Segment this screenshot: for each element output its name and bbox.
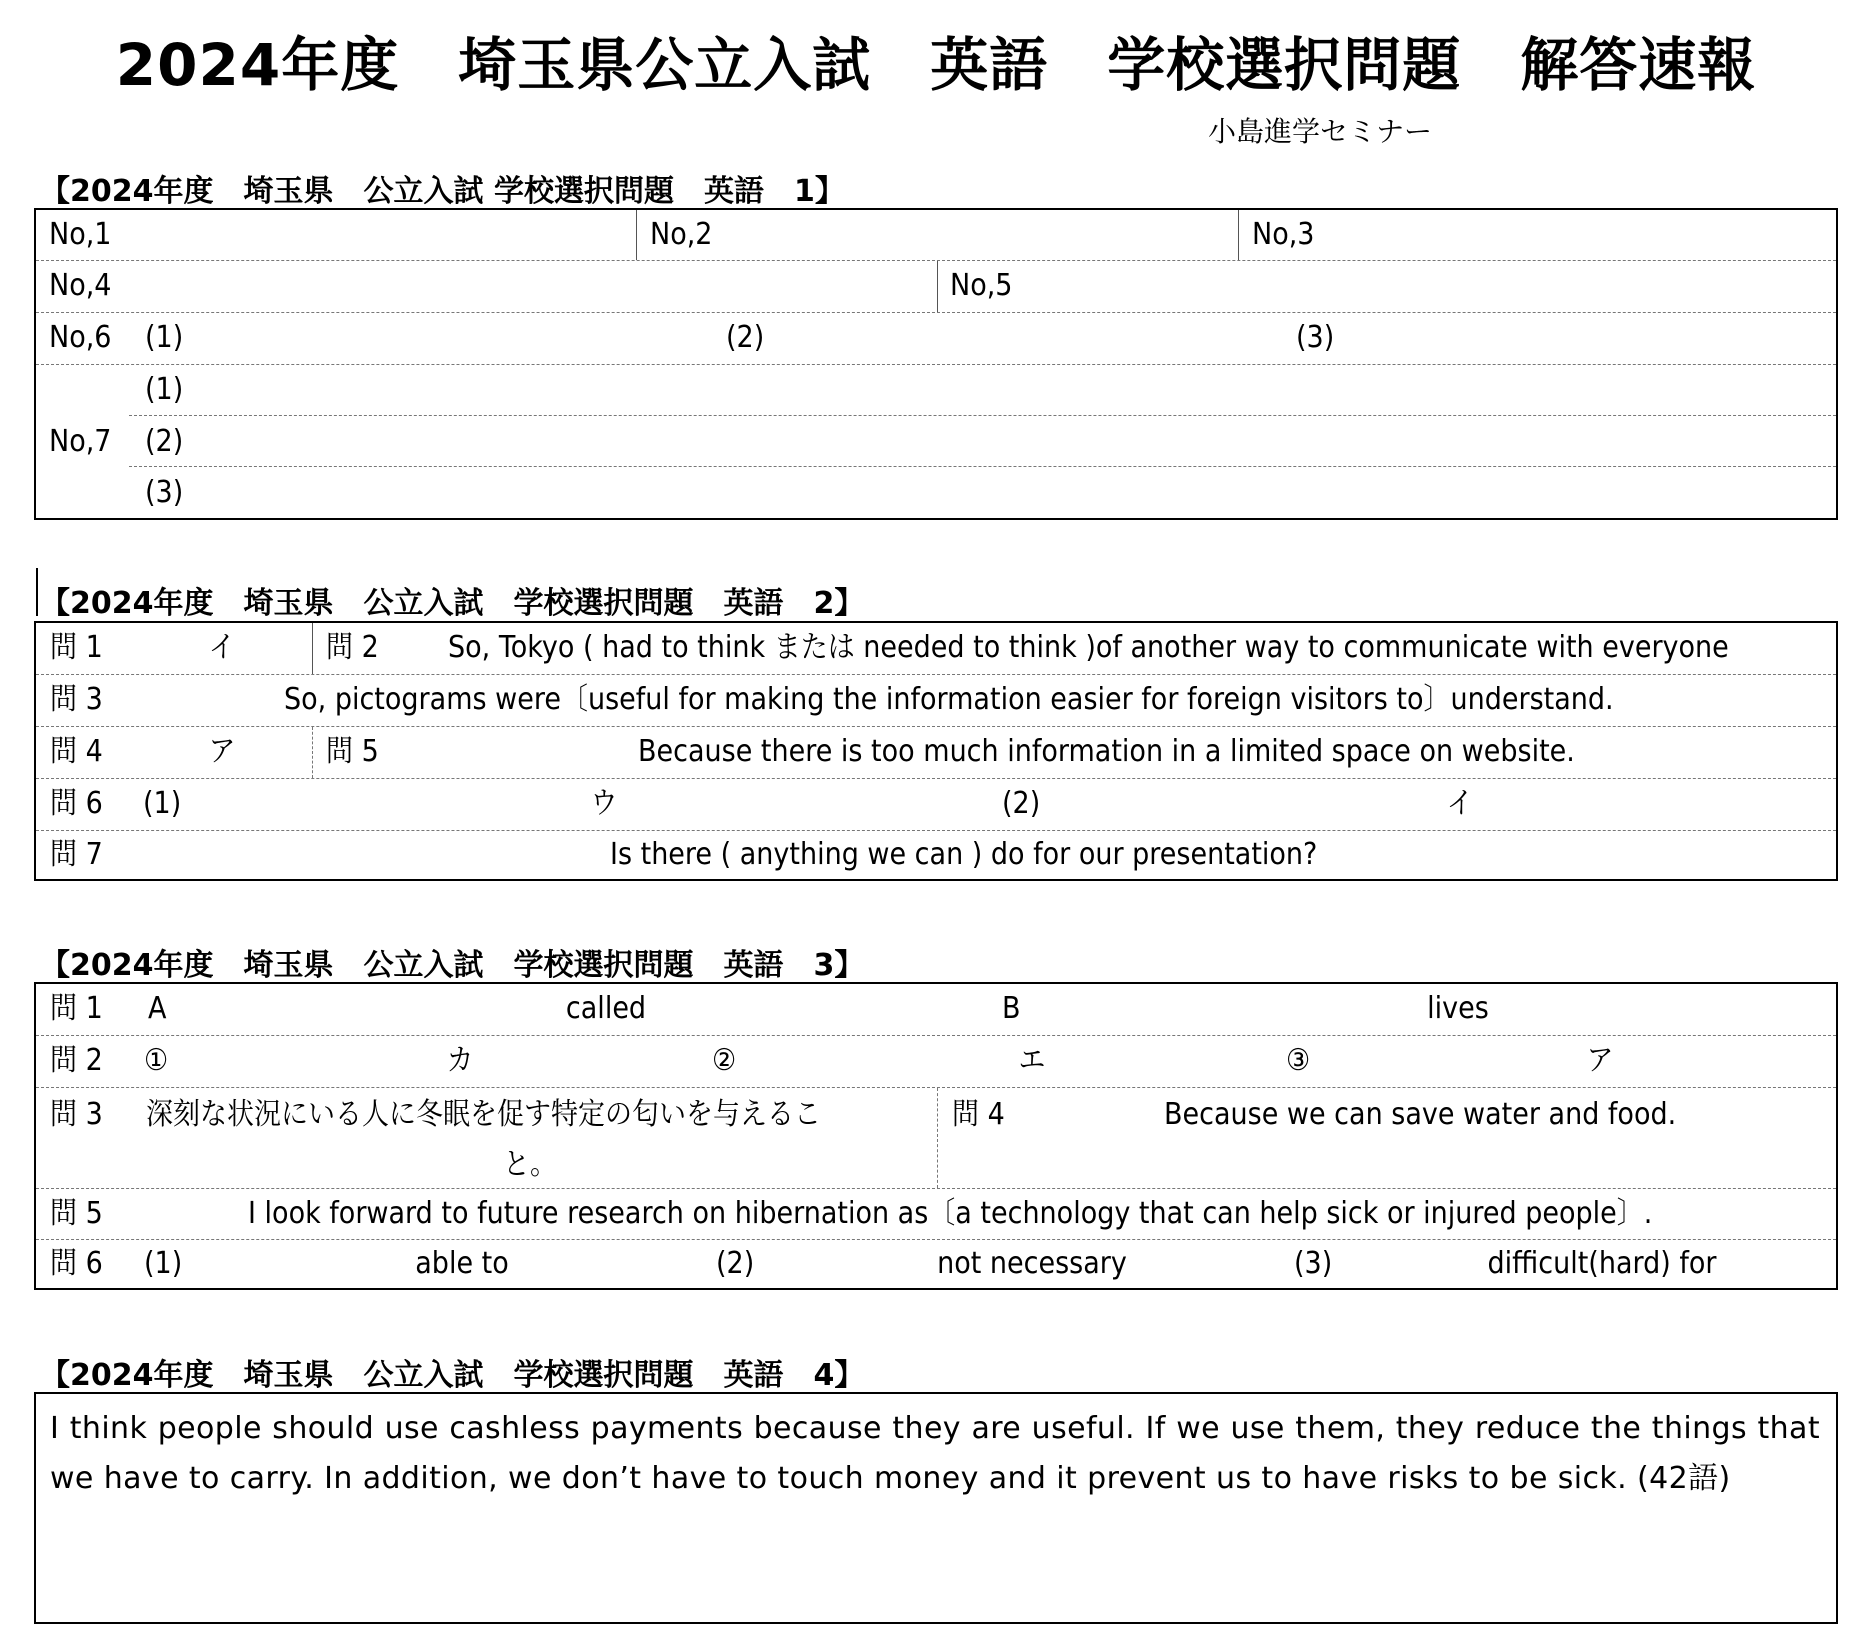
column-divider: [937, 261, 938, 312]
answer-value: Because there is too much information in a limited space on website.: [638, 734, 1575, 769]
sub-label: (2): [1002, 786, 1041, 821]
column-divider: [937, 1088, 938, 1188]
page-title: 2024年度 埼玉県公立入試 英語 学校選択問題 解答速報: [115, 31, 1757, 99]
answer-value: So, Tokyo ( had to think または needed to think )of another way to communicate with everyone: [448, 630, 1729, 665]
answer-value: I look forward to future research on hibernation as〔a technology that can help sick or injured people〕.: [248, 1196, 1653, 1231]
sub-label: (1): [143, 786, 182, 821]
sub-label: A: [148, 991, 167, 1026]
question-label: No,7: [49, 424, 112, 459]
answer-value-line-1: 深刻な状況にいる人に冬眠を促す特定の匂いを与えるこ: [146, 1097, 821, 1132]
sub-label: (3): [145, 475, 184, 510]
answer-value: Because we can save water and food.: [1164, 1097, 1677, 1132]
section-3-heading: 【2024年度 埼玉県 公立入試 学校選択問題 英語 3】: [40, 948, 865, 983]
answer-value: Is there ( anything we can ) do for our presentation?: [610, 837, 1318, 872]
section-4-box: [34, 1392, 1838, 1624]
question-label: 問 4: [50, 734, 103, 769]
sub-label: (2): [716, 1246, 755, 1281]
sub-label: ①: [144, 1043, 169, 1078]
sub-label: ③: [1286, 1043, 1311, 1078]
table-row: [36, 210, 1836, 261]
question-label: 問 1: [50, 630, 103, 665]
question-label: 問 5: [50, 1196, 103, 1231]
sub-label: (1): [145, 372, 184, 407]
table-row: [36, 1189, 1836, 1240]
sub-label: (1): [145, 320, 184, 355]
question-label: 問 3: [50, 682, 103, 717]
answer-value-line-2: と。: [503, 1147, 557, 1182]
question-label: 問 2: [50, 1043, 103, 1078]
author-name: 小島進学セミナー: [1208, 115, 1433, 148]
section-2-heading: 【2024年度 埼玉県 公立入試 学校選択問題 英語 2】: [40, 586, 865, 621]
sub-label: ②: [712, 1043, 737, 1078]
answer-value: ア: [208, 734, 236, 769]
answer-value: lives: [1427, 991, 1489, 1026]
column-divider: [636, 210, 637, 260]
question-label: 問 1: [50, 991, 103, 1026]
table-row: [36, 261, 1836, 313]
question-label: No,3: [1252, 217, 1315, 252]
table-row: [36, 727, 1836, 779]
table-row: [36, 623, 1836, 675]
question-label: No,2: [650, 217, 713, 252]
table-row: [36, 779, 1836, 831]
answer-value: ウ: [590, 786, 618, 821]
answer-value: called: [565, 991, 647, 1026]
question-label: No,1: [49, 217, 112, 252]
question-label: 問 4: [952, 1097, 1005, 1132]
section-1-table: [34, 208, 1838, 520]
table-row: [36, 1036, 1836, 1088]
table-row: [36, 1240, 1836, 1288]
question-label: 問 2: [326, 630, 379, 665]
question-label: 問 3: [50, 1097, 103, 1132]
answer-value: カ: [446, 1043, 474, 1078]
answer-value: エ: [1018, 1043, 1046, 1078]
essay-answer: I think people should use cashless payments because they are useful. If we use them, they reduce the things that we have to carry. In addition, we don’t have to touch money and it prevent us to have risks to be sick. (42語): [50, 1411, 1820, 1496]
answer-value: イ: [208, 630, 236, 665]
section-2-table: [34, 621, 1838, 881]
section-3-table: [34, 982, 1838, 1290]
sub-label: (1): [144, 1246, 183, 1281]
answer-value: ア: [1586, 1043, 1614, 1078]
sub-label: (2): [726, 320, 765, 355]
table-row: [36, 313, 1836, 365]
answer-value: able to: [415, 1246, 509, 1281]
row-divider: [129, 466, 1836, 467]
row-divider: [129, 415, 1836, 416]
question-label: No,5: [950, 268, 1013, 303]
answer-value: difficult(hard) for: [1487, 1246, 1717, 1281]
answer-value: So, pictograms were〔useful for making the information easier for foreign visitors to〕understand.: [284, 682, 1614, 717]
section-4-heading: 【2024年度 埼玉県 公立入試 学校選択問題 英語 4】: [40, 1358, 865, 1393]
question-label: No,6: [49, 320, 112, 355]
table-row: [36, 675, 1836, 727]
table-row: [36, 831, 1836, 879]
question-label: No,4: [49, 268, 112, 303]
table-row: [36, 984, 1836, 1036]
sub-label: (2): [145, 424, 184, 459]
section-marker: [36, 568, 38, 616]
question-label: 問 6: [50, 786, 103, 821]
sub-label: (3): [1294, 1246, 1333, 1281]
section-1-heading: 【2024年度 埼玉県 公立入試 学校選択問題 英語 1】: [40, 174, 845, 209]
table-row: [36, 1088, 1836, 1189]
question-label: 問 7: [50, 837, 103, 872]
question-label: 問 6: [50, 1246, 103, 1281]
sub-label: B: [1002, 991, 1021, 1026]
column-divider: [1238, 210, 1239, 260]
column-divider: [312, 727, 313, 778]
column-divider: [312, 623, 313, 674]
answer-value: イ: [1446, 786, 1474, 821]
question-label: 問 5: [326, 734, 379, 769]
answer-value: not necessary: [937, 1246, 1127, 1281]
sub-label: (3): [1296, 320, 1335, 355]
no7-group: [36, 365, 1836, 518]
